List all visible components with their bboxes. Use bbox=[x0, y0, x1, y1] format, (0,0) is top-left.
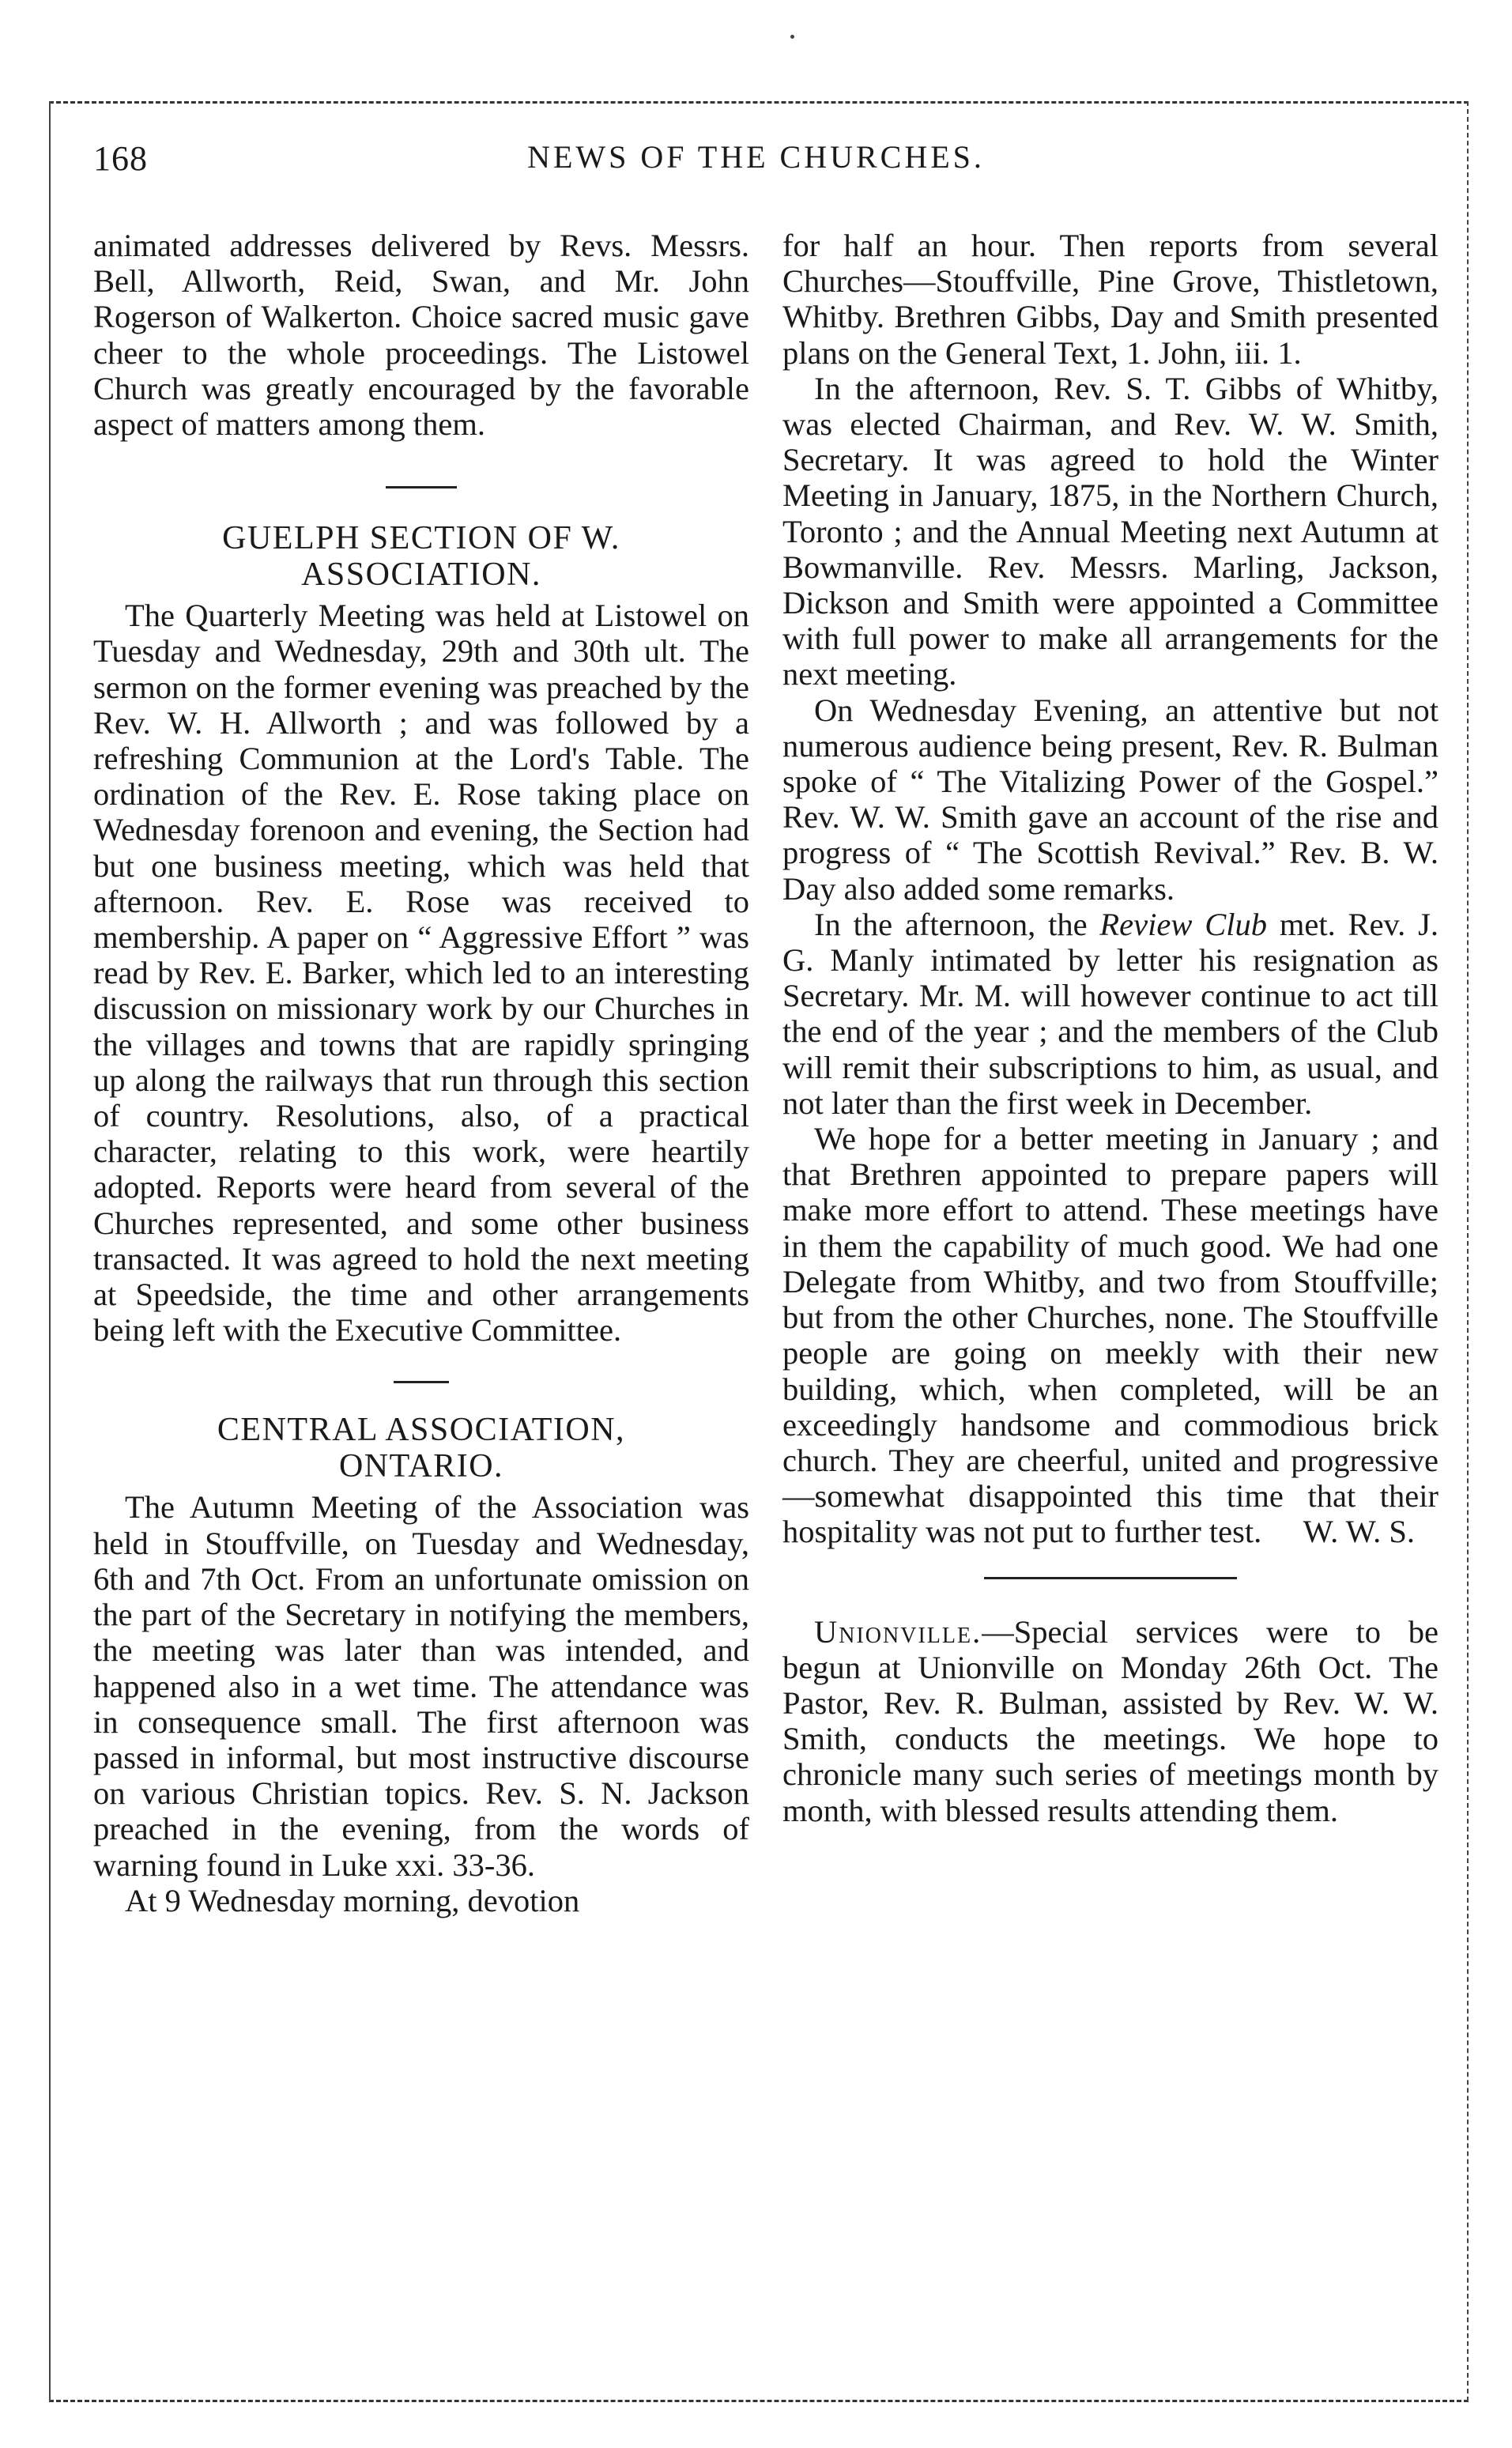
section-divider bbox=[386, 486, 457, 488]
frame-right-rule bbox=[1467, 101, 1469, 2401]
evening-paragraph: On Wednesday Evening, an attentive but not numerous audience being present, Rev. R. Bulman spoke of “ The Vitalizing Power of the Gospel.” Rev. W. W. Smith gave an account of the rise and progress of “ The Scottish Revival.” Rev. B. W. Day also added some remarks. bbox=[782, 692, 1438, 907]
central-association-heading: CENTRAL ASSOCIATION, ONTARIO. bbox=[217, 1412, 626, 1485]
closing-paragraph bbox=[782, 1121, 1438, 1549]
guelph-section-heading: GUELPH SECTION OF W. ASSOCIATION. bbox=[222, 520, 620, 594]
section-divider bbox=[394, 1381, 449, 1383]
guelph-section-paragraph: The Quarterly Meeting was held at Listowel on Tuesday and Wednesday, 29th and 30th ult. The sermon on the former evening was preached by the Rev. W. H. Allworth ; and was followed by a refreshing Communion at the Lord's Table. The ordination of the Rev. E. Rose taking place on Wednesday forenoon and evening, the Section had but one business meeting, which was held that afternoon. Rev. E. Rose was received to membership. A paper on “ Aggressive Effort ” was read by Rev. E. Barker, which led to an interesting discussion on missionary work by our Churches in the villages and towns that are rapidly springing up along the railways that run through this section of country. Resolutions, also, of a practical character, relating to this work, were heartily adopted. Reports were heard from several of the Churches represented, and some other business transacted. It was agreed to hold the next meeting at Speedside, the time and other arrangements being left with the Executive Committee. bbox=[93, 598, 749, 1348]
unionville-text: —Special services were to be begun at Unionville on Monday 26th Oct. The Pastor, Rev. R. Bulman, assisted by Rev. W. W. Smith, conducts the meetings. We hope to chronicle many such series of meetings month by month, with blessed results attending them. bbox=[782, 1613, 1438, 1828]
afternoon-paragraph: In the afternoon, Rev. S. T. Gibbs of Whitby, was elected Chairman, and Rev. W. W. Smith, Secretary. It was agreed to hold the Winter Meeting in January, 1875, in the Northern Church, Toronto ; and the Annual Meeting next Autumn at Bowmanville. Rev. Messrs. Marling, Jackson, Dickson and Smith were appointed a Committee with full power to make all arrangements for the next meeting. bbox=[782, 370, 1438, 692]
frame-top-rule bbox=[49, 101, 1469, 104]
signature: W. W. S. bbox=[1303, 1514, 1415, 1550]
page-number: 168 bbox=[93, 139, 148, 178]
review-club-lead: In the afternoon, the bbox=[814, 906, 1088, 942]
central-association-paragraph: The Autumn Meeting of the Association was held in Stouffville, on Tuesday and Wednesday, 6th and 7th Oct. From an unfortunate omission on the part of the Secretary in notifying the members, the meeting was later than was intended, and happened also in a wet time. The attendance was in consequence small. The first afternoon was passed in informal, but most instructive discourse on various Christian topics. Rev. S. N. Jackson preached in the evening, from the words of warning found in Luke xxi. 33-36. bbox=[93, 1489, 749, 1883]
continuation-line: At 9 Wednesday morning, devotion bbox=[125, 1882, 580, 1918]
section-divider bbox=[984, 1577, 1237, 1579]
intro-paragraph: animated addresses delivered by Revs. Messrs. Bell, Allworth, Reid, Swan, and Mr. John Rogerson of Walkerton. Choice sacred music gave cheer to the whole proceedings. The Listowel Church was greatly encouraged by the favorable aspect of matters among them. bbox=[93, 228, 749, 443]
unionville-paragraph bbox=[782, 1614, 1438, 1828]
review-club-paragraph bbox=[782, 907, 1438, 1121]
closing-text: We hope for a better meeting in January ; and that Brethren appointed to prepare papers will make more effort to attend. These meetings have in them the capability of much good. We had one Delegate from Whitby, and two from Stouffville; but from the other Churches, none. The Stouffville people are going on meekly with their new building, which, when completed, will be an exceedingly handsome and commodious brick church. They are cheerful, united and progressive—somewhat disappointed this time that their hospitality was not put to further test. bbox=[782, 1121, 1438, 1550]
top-dot-mark bbox=[790, 35, 794, 39]
frame-bottom-rule bbox=[49, 2400, 1469, 2402]
right-column bbox=[782, 228, 1438, 1828]
running-title: NEWS OF THE CHURCHES. bbox=[527, 139, 985, 175]
left-column bbox=[93, 228, 749, 1918]
frame-left-rule bbox=[49, 101, 51, 2401]
reports-paragraph: for half an hour. Then reports from several Churches—Stouffville, Pine Grove, Thistletown, Whitby. Brethren Gibbs, Day and Smith presented plans on the General Text, 1. John, iii. 1. bbox=[782, 228, 1438, 371]
review-club-title: Review Club bbox=[1099, 906, 1267, 942]
unionville-label: Unionville. bbox=[814, 1613, 982, 1650]
review-club-text: met. Rev. J. G. Manly intimated by letter his resignation as Secretary. Mr. M. will however continue to act till the end of the year ; and the members of the Club will remit their subscriptions to him, as usual, and not later than the first week in December. bbox=[782, 906, 1439, 1121]
